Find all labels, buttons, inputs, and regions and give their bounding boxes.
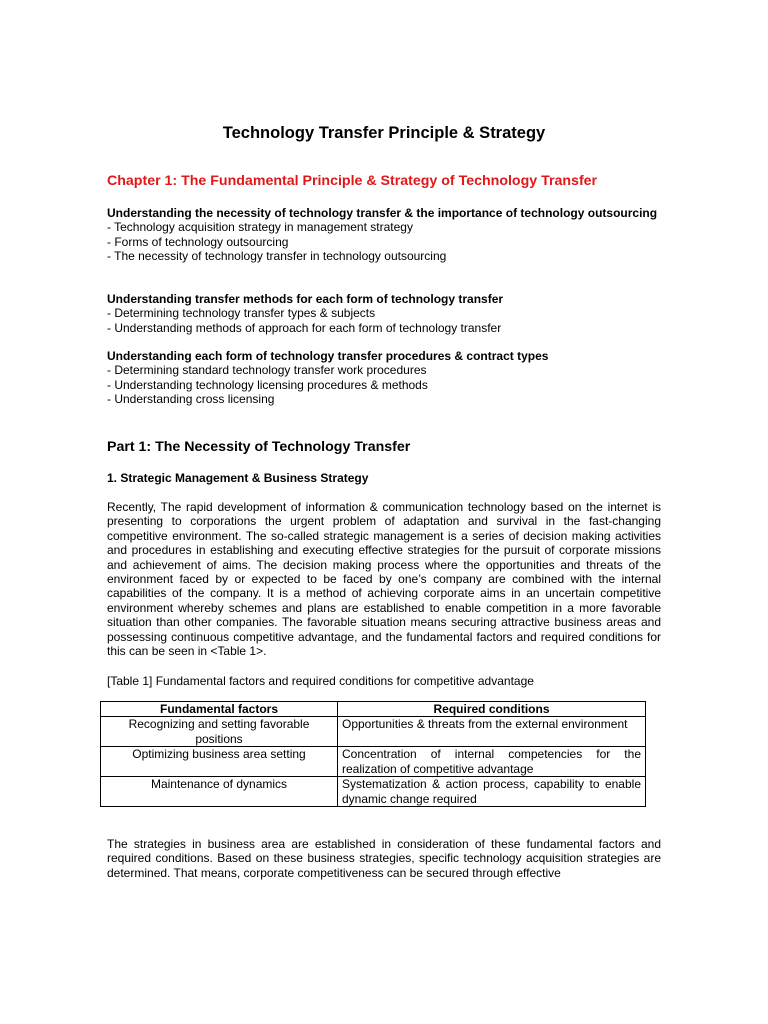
list-item: - Understanding methods of approach for each form of technology transfer <box>107 320 502 335</box>
document-title: Technology Transfer Principle & Strategy <box>222 124 546 142</box>
topic-heading: Understanding transfer methods for each form of technology transfer <box>107 292 504 306</box>
part-title: Part 1: The Necessity of Technology Transfer <box>107 439 411 455</box>
topic-block-2 <box>107 292 661 335</box>
topic-heading: Understanding the necessity of technology transfer & the importance of technology outsourcing <box>107 206 658 220</box>
table-cell: Concentration of internal competencies for the realization of competitive advantage <box>338 747 646 777</box>
topic-block-3 <box>107 349 661 407</box>
body-paragraph-1: Recently, The rapid development of information & communication technology based on the internet is presenting to corporations the urgent problem of adaptation and survival in the fast-changing competitive environment. The so-called strategic management is a series of decision making activities and procedures in establishing and executing effective strategies for the pursuit of corporate missions and achievement of aims. The decision making process where the opportunities and threats of the environment faced by or expected to be faced by one’s company are combined with the internal capabilities of the company. It is a method of achieving corporate aims in an uncertain competitive environment whereby schemes and plans are established to enable competition in a more favorable situation than other companies. The favorable situation means securing attractive business areas and possessing continuous competitive advantage, and the fundamental factors and required conditions for this can be seen in <Table 1>. <box>107 500 661 659</box>
list-item: - Determining technology transfer types & subjects <box>107 306 376 321</box>
list-item: - Forms of technology outsourcing <box>107 234 289 249</box>
list-item: - Understanding cross licensing <box>107 392 275 407</box>
topic-list <box>107 363 661 406</box>
table-header-row <box>101 702 646 717</box>
table-row <box>101 777 646 807</box>
topic-heading: Understanding each form of technology transfer procedures & contract types <box>107 349 549 363</box>
body-paragraph-2: The strategies in business area are established in consideration of these fundamental factors and required conditions. Based on these business strategies, specific technology acquisition strategies are determined. That means, corporate competitiveness can be secured through effective <box>107 837 661 880</box>
topic-list <box>107 306 661 335</box>
table-row <box>101 747 646 777</box>
list-item: - Technology acquisition strategy in management strategy <box>107 220 413 235</box>
section-title: 1. Strategic Management & Business Strategy <box>107 471 369 485</box>
table-cell: Maintenance of dynamics <box>101 777 338 807</box>
table-row <box>101 717 646 747</box>
factors-table <box>100 701 646 807</box>
table-caption: [Table 1] Fundamental factors and required conditions for competitive advantage <box>107 674 534 688</box>
table-cell: Opportunities & threats from the external environment <box>338 717 646 747</box>
list-item: - The necessity of technology transfer in technology outsourcing <box>107 249 447 264</box>
table-cell: Optimizing business area setting <box>101 747 338 777</box>
list-item: - Determining standard technology transfer work procedures <box>107 363 427 378</box>
table-cell: Recognizing and setting favorable positions <box>101 717 338 747</box>
topic-list <box>107 220 661 263</box>
topic-block-1 <box>107 206 661 264</box>
column-header: Required conditions <box>338 702 646 717</box>
chapter-title: Chapter 1: The Fundamental Principle & Strategy of Technology Transfer <box>107 173 598 189</box>
list-item: - Understanding technology licensing procedures & methods <box>107 377 428 392</box>
table-cell: Systematization & action process, capability to enable dynamic change required <box>338 777 646 807</box>
column-header: Fundamental factors <box>101 702 338 717</box>
